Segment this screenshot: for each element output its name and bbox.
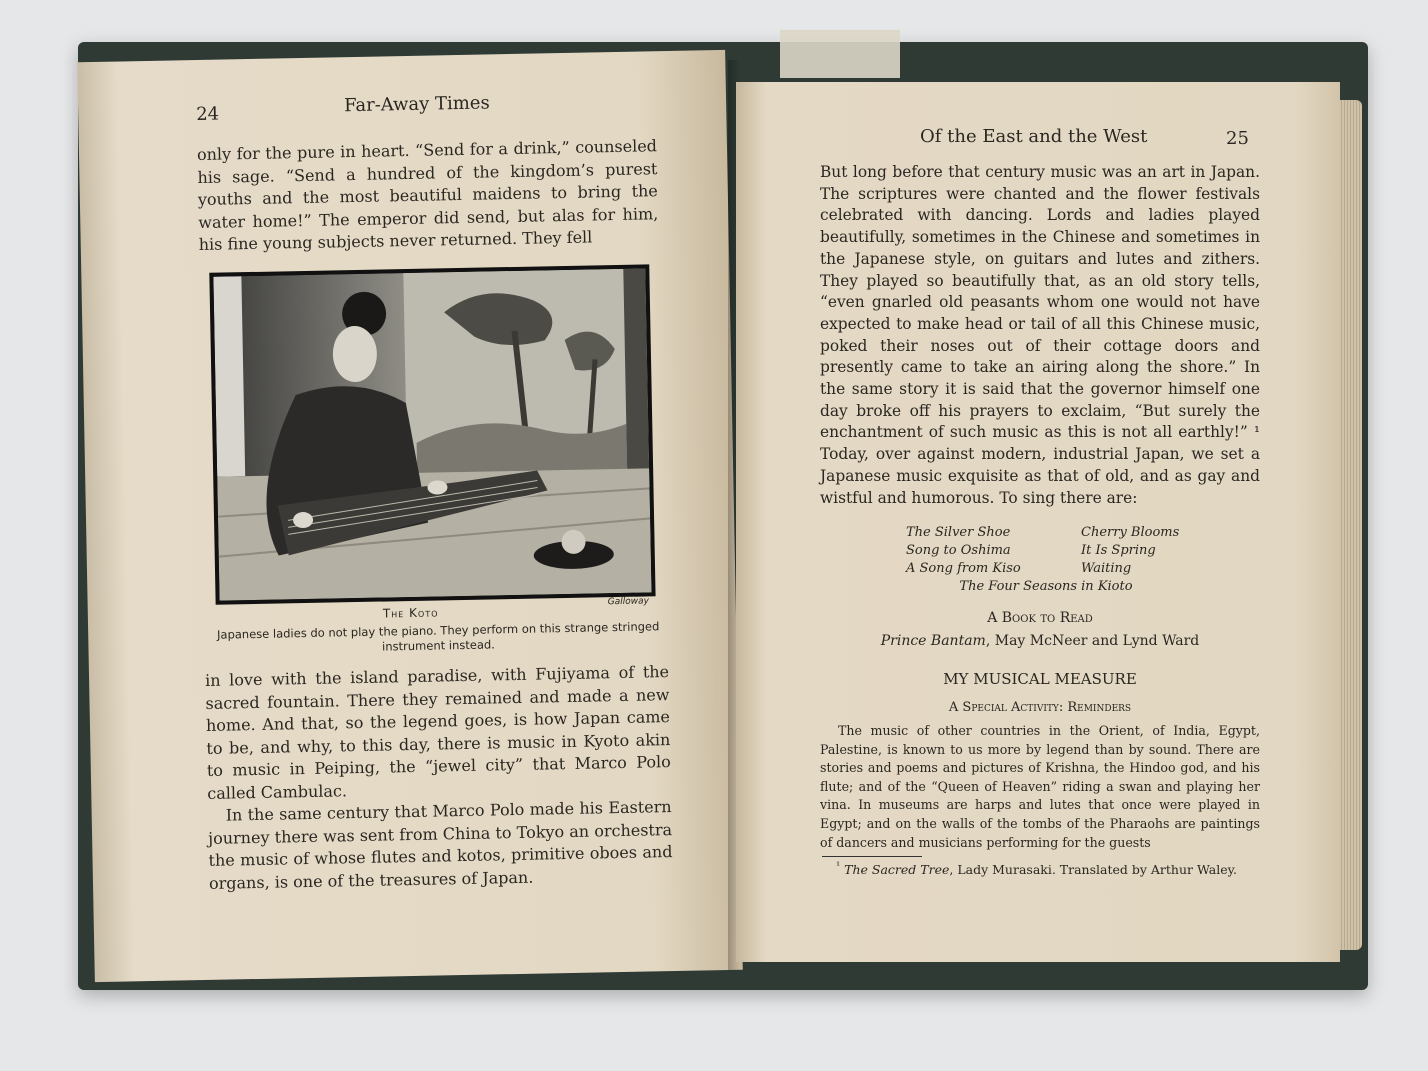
running-head-right: Of the East and the West — [920, 126, 1148, 147]
activity-text — [820, 722, 1260, 852]
running-head-left: Far-Away Times — [343, 92, 490, 117]
left-body-text — [205, 661, 673, 895]
footnote-title: The Sacred Tree — [844, 862, 950, 878]
left-page — [77, 50, 743, 982]
footnote-mark: ¹ — [836, 860, 841, 872]
paper-tab — [780, 30, 900, 78]
section-heading: MY MUSICAL MEASURE — [943, 670, 1137, 688]
footnote-rule — [822, 856, 922, 857]
song-row — [906, 542, 1206, 560]
footnote-text: , Lady Murasaki. Translated by Arthur Waley. — [949, 862, 1237, 878]
paragraph-text: In the same century that Marco Polo made his Eastern journey there was sent from China to Tokyo an orchestra the music of whose flutes and kotos, primitive oboes and organs, is one of the treasures of Japan. — [207, 797, 673, 893]
koto-photo-image — [213, 268, 651, 600]
song-row — [906, 524, 1206, 542]
paragraph-text: only for the pure in heart. “Send for a drink,” counseled his sage. “Send a hundred of the kingdom’s purest youths and the most beautiful maidens to bring the water home!” The emperor did send, but alas for him, his fine young subjects never returned. They fell — [196, 136, 659, 255]
book-to-read-heading: A Book to Read — [987, 610, 1093, 626]
paragraph-text: But long before that century music was an art in Japan. The scriptures were chanted and the flower festivals celebrated with dancing. Lords and ladies played beautifully, sometimes in the Chinese and sometimes in the Japanese style, on guitars and lutes and zithers. They played so beautifully that, as an old story tells, “even gnarled old peasants whom one would not have expected to make head or tail of all this Chinese music, poked their noses out of their cottage doors and presently came to take an airing along the shore.” In the same story it is said that the governor himself one day broke off his prayers to exclaim, “But surely the enchantment of such music as this is not all earthly!” ¹ Today, over against modern, industrial Japan, we set a Japanese music exquisite as that of old, and as gay and wistful and humorous. To sing there are: — [820, 163, 1260, 507]
paragraph-text: in love with the island paradise, with Fujiyama of the sacred fountain. There they remained and made a new home. And that, so the legend goes, is how Japan came to be, and why, to this day, there is music in Kyoto akin to music in Peiping, the “jewel city” that Marco Polo called Cambulac. — [204, 662, 671, 803]
song-title: A Song from Kiso — [906, 561, 1021, 576]
paragraph-text: The music of other countries in the Orient, of India, Egypt, Palestine, is known to us more by legend than by sound. There are stories and poems and pictures of Krishna, the Hindoo god, and his flute; and of the “Queen of Heaven” riding a swan and playing her vina. In museums are harps and lutes that once were played in Egypt; and on the walls of the tombs of the Pharaohs are paintings of dancers and musicians performing for the guests — [820, 723, 1260, 850]
song-row — [906, 560, 1206, 578]
page-number-right: 25 — [1226, 128, 1249, 149]
page-number-left: 24 — [196, 103, 220, 126]
right-page — [736, 82, 1340, 962]
figure-title: The Koto — [382, 605, 439, 621]
right-body-text — [820, 162, 1260, 509]
book-recommendation — [820, 633, 1260, 649]
song-list — [906, 524, 1206, 596]
song-title: Cherry Blooms — [1081, 525, 1180, 540]
song-title: Song to Oshima — [906, 543, 1011, 558]
koto-photo — [209, 264, 655, 604]
figure-caption: Japanese ladies do not play the piano. They perform on this strange stringed instrument instead. — [216, 619, 660, 654]
song-title: It Is Spring — [1081, 543, 1156, 558]
book-authors: , May McNeer and Lynd Ward — [985, 633, 1200, 649]
activity-heading: A Special Activity: Reminders — [948, 700, 1132, 715]
song-title: The Four Seasons in Kioto — [959, 579, 1133, 594]
footnote — [836, 860, 1266, 877]
song-title: The Silver Shoe — [906, 525, 1011, 540]
song-title: Waiting — [1081, 561, 1132, 576]
book-title: Prince Bantam — [880, 633, 986, 649]
figure-credit: Galloway — [607, 596, 649, 608]
left-top-paragraph — [197, 135, 659, 256]
